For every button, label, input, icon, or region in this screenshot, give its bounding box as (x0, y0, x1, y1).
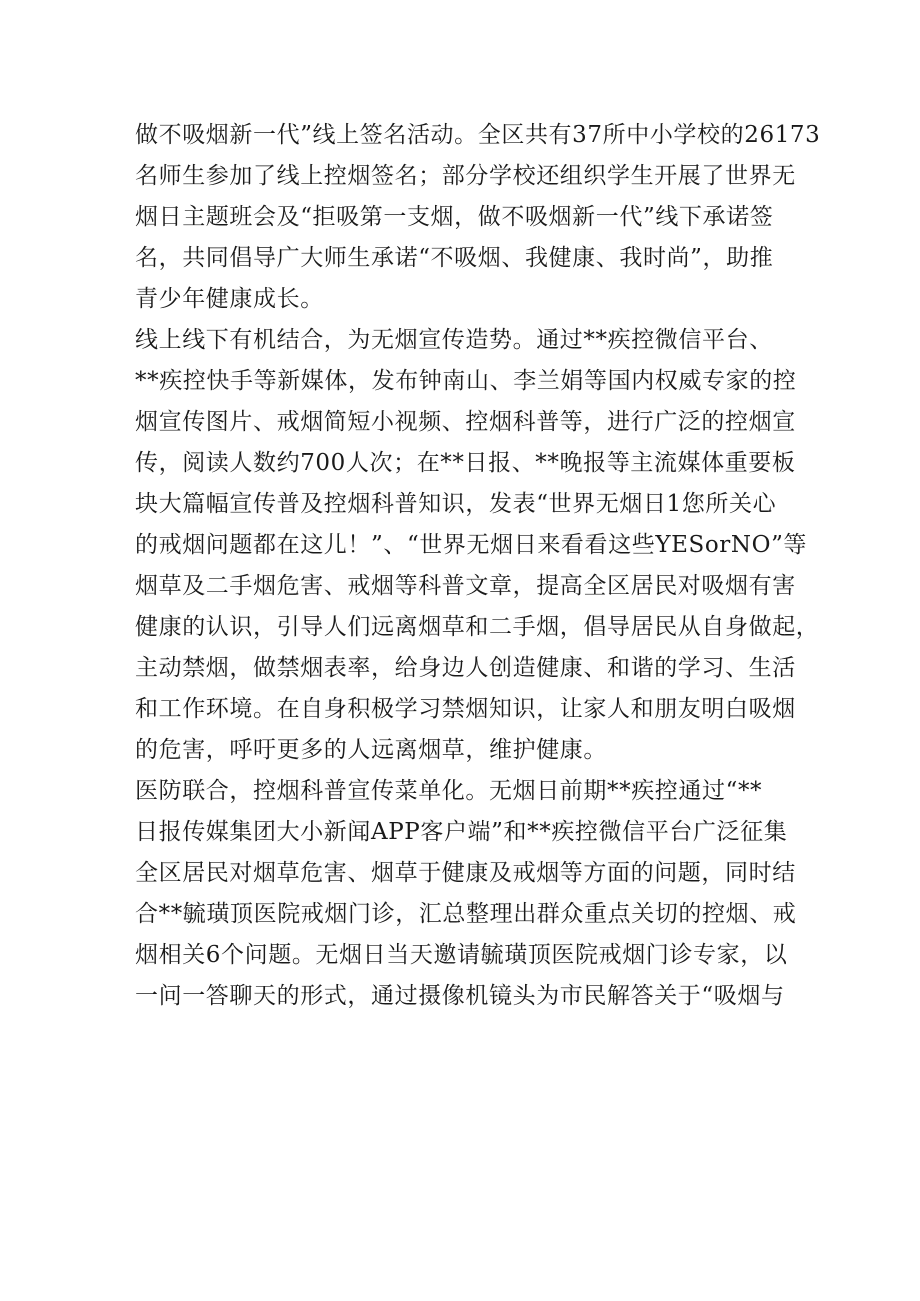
text-line: 健康的认识，引导人们远离烟草和二手烟，倡导居民从自身做起， (135, 614, 820, 640)
text-line: 烟草及二手烟危害、戒烟等科普文章，提高全区居民对吸烟有害 (135, 573, 796, 599)
text-line: 烟日主题班会及“拒吸第一支烟，做不吸烟新一代”线下承诺签 (135, 204, 774, 230)
text-line: 名，共同倡导广大师生承诺“不吸烟、我健康、我时尚”，助推 (135, 245, 774, 271)
text-line: 医防联合，控烟科普宣传菜单化。无烟日前期**疾控通过“** (135, 778, 763, 804)
text-line: 块大篇幅宣传普及控烟科普知识，发表“世界无烟日1您所关心 (135, 491, 777, 517)
text-line: 传，阅读人数约700人次；在**日报、**晚报等主流媒体重要板 (135, 450, 796, 476)
text-line: 名师生参加了线上控烟签名；部分学校还组织学生开展了世界无 (135, 163, 796, 189)
text-line: 线上线下有机结合，为无烟宣传造势。通过**疾控微信平台、 (135, 327, 773, 353)
text-line: 日报传媒集团大小新闻APP客户端”和**疾控微信平台广泛征集 (135, 819, 788, 845)
text-line: 的戒烟问题都在这儿！”、“世界无烟日来看看这些YESorNO”等 (135, 532, 808, 558)
text-line: 主动禁烟，做禁烟表率，给身边人创造健康、和谐的学习、生活 (135, 655, 796, 681)
text-line: 的危害，呼吁更多的人远离烟草，维护健康。 (135, 737, 607, 763)
text-line: 和工作环境。在自身积极学习禁烟知识，让家人和朋友明白吸烟 (135, 696, 796, 722)
text-line: 烟相关6个问题。无烟日当天邀请毓璜顶医院戒烟门诊专家，以 (135, 942, 788, 968)
text-line: 一问一答聊天的形式，通过摄像机镜头为市民解答关于“吸烟与 (135, 983, 785, 1009)
text-line: **疾控快手等新媒体，发布钟南山、李兰娟等国内权威专家的控 (135, 368, 797, 394)
text-line: 全区居民对烟草危害、烟草于健康及戒烟等方面的问题，同时结 (135, 860, 796, 886)
text-line: 青少年健康成长。 (135, 286, 324, 312)
text-line: 烟宣传图片、戒烟简短小视频、控烟科普等，进行广泛的控烟宣 (135, 409, 796, 435)
text-line: 合**毓璜顶医院戒烟门诊，汇总整理出群众重点关切的控烟、戒 (135, 901, 797, 927)
text-line: 做不吸烟新一代”线上签名活动。全区共有37所中小学校的26173 (135, 122, 821, 148)
